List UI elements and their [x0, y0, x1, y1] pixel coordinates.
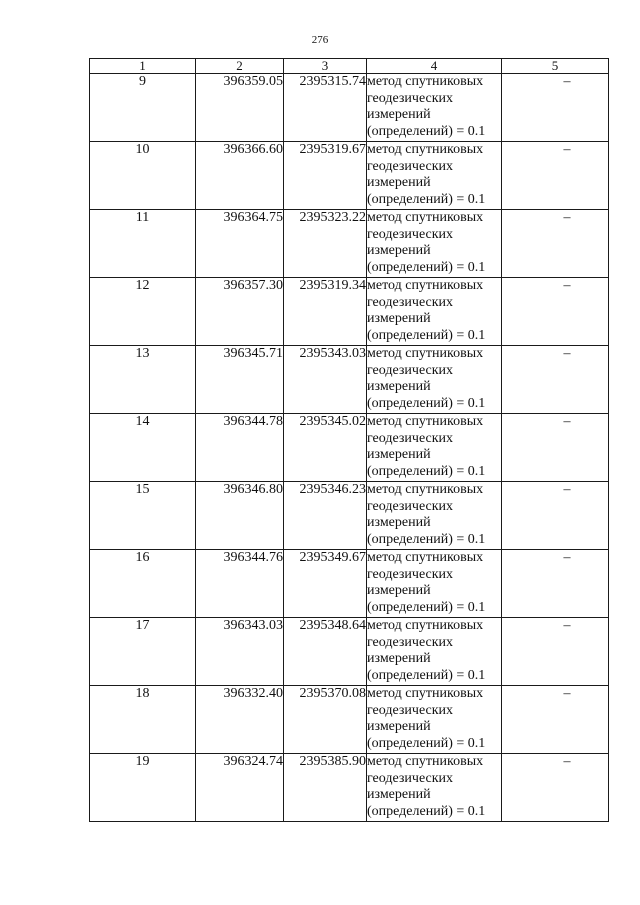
- method-line: метод спутниковых: [367, 686, 484, 701]
- point-number-cell: 13: [90, 346, 196, 414]
- coordinate-y-cell: 2395323.22: [284, 210, 367, 278]
- table-row: [90, 618, 609, 686]
- table-row: [90, 754, 609, 822]
- method-line: (определений) = 0.1: [367, 123, 486, 139]
- point-number-cell: 14: [90, 414, 196, 482]
- coordinate-y-cell: 2395370.08: [284, 686, 367, 754]
- method-line: (определений) = 0.1: [367, 599, 486, 615]
- point-number-cell: 18: [90, 686, 196, 754]
- method-line: измерений: [367, 107, 431, 122]
- method-line: измерений: [367, 787, 431, 802]
- method-line: измерений: [367, 175, 431, 190]
- method-line: измерений: [367, 651, 431, 666]
- coordinate-x-cell: 396324.74: [196, 754, 284, 822]
- table-row: [90, 210, 609, 278]
- method-line: геодезических: [367, 90, 454, 106]
- point-number-cell: 11: [90, 210, 196, 278]
- point-number-cell: 12: [90, 278, 196, 346]
- coordinate-y-cell: 2395343.03: [284, 346, 367, 414]
- method-line: (определений) = 0.1: [367, 395, 486, 411]
- method-line: измерений: [367, 583, 431, 598]
- table-row: [90, 686, 609, 754]
- method-cell: [367, 754, 502, 822]
- method-line: (определений) = 0.1: [367, 191, 486, 207]
- page-number: 276: [311, 34, 329, 46]
- note-cell: [502, 346, 609, 414]
- note-cell: [502, 278, 609, 346]
- method-cell: [367, 414, 502, 482]
- coordinate-y-cell: 2395349.67: [284, 550, 367, 618]
- method-cell: [367, 482, 502, 550]
- method-cell: [367, 142, 502, 210]
- coordinate-x-cell: 396346.80: [196, 482, 284, 550]
- method-line: (определений) = 0.1: [367, 259, 486, 275]
- table-row: [90, 414, 609, 482]
- method-line: измерений: [367, 515, 431, 530]
- column-header: 4: [367, 59, 502, 74]
- note-dash: –: [563, 210, 571, 225]
- method-line: геодезических: [367, 498, 454, 514]
- method-line: метод спутниковых: [367, 278, 484, 293]
- column-header: 2: [196, 59, 284, 74]
- coordinate-y-cell: 2395346.23: [284, 482, 367, 550]
- column-header: 5: [502, 59, 609, 74]
- method-line: (определений) = 0.1: [367, 803, 486, 819]
- coordinates-table: [89, 58, 609, 822]
- table-header-row: [90, 59, 609, 74]
- note-dash: –: [563, 686, 571, 701]
- note-dash: –: [563, 278, 571, 293]
- method-line: метод спутниковых: [367, 210, 484, 225]
- method-line: метод спутниковых: [367, 618, 484, 633]
- method-line: геодезических: [367, 294, 454, 310]
- coordinate-y-cell: 2395315.74: [284, 74, 367, 142]
- method-line: геодезических: [367, 430, 454, 446]
- coordinate-x-cell: 396344.78: [196, 414, 284, 482]
- coordinate-y-cell: 2395319.67: [284, 142, 367, 210]
- method-cell: [367, 550, 502, 618]
- method-line: метод спутниковых: [367, 754, 484, 769]
- coordinate-x-cell: 396366.60: [196, 142, 284, 210]
- note-dash: –: [563, 142, 571, 157]
- method-line: метод спутниковых: [367, 142, 484, 157]
- method-line: измерений: [367, 311, 431, 326]
- method-line: геодезических: [367, 634, 454, 650]
- note-cell: [502, 482, 609, 550]
- point-number-cell: 9: [90, 74, 196, 142]
- method-cell: [367, 618, 502, 686]
- table-body: [90, 74, 609, 822]
- method-line: измерений: [367, 447, 431, 462]
- note-cell: [502, 74, 609, 142]
- method-line: (определений) = 0.1: [367, 327, 486, 343]
- method-cell: [367, 346, 502, 414]
- method-line: метод спутниковых: [367, 74, 484, 89]
- method-line: (определений) = 0.1: [367, 667, 486, 683]
- coordinate-y-cell: 2395345.02: [284, 414, 367, 482]
- note-cell: [502, 686, 609, 754]
- table-row: [90, 346, 609, 414]
- method-line: геодезических: [367, 702, 454, 718]
- column-header: 1: [90, 59, 196, 74]
- coordinate-y-cell: 2395348.64: [284, 618, 367, 686]
- method-cell: [367, 686, 502, 754]
- method-cell: [367, 210, 502, 278]
- method-line: (определений) = 0.1: [367, 735, 486, 751]
- method-line: (определений) = 0.1: [367, 531, 486, 547]
- note-cell: [502, 618, 609, 686]
- method-line: метод спутниковых: [367, 346, 484, 361]
- coordinate-x-cell: 396332.40: [196, 686, 284, 754]
- method-line: геодезических: [367, 362, 454, 378]
- table-row: [90, 482, 609, 550]
- note-dash: –: [563, 414, 571, 429]
- coordinate-x-cell: 396357.30: [196, 278, 284, 346]
- column-header: 3: [284, 59, 367, 74]
- coordinate-y-cell: 2395385.90: [284, 754, 367, 822]
- point-number-cell: 16: [90, 550, 196, 618]
- coordinate-x-cell: 396345.71: [196, 346, 284, 414]
- table-row: [90, 74, 609, 142]
- method-line: измерений: [367, 719, 431, 734]
- table-row: [90, 142, 609, 210]
- method-line: геодезических: [367, 566, 454, 582]
- coordinate-x-cell: 396344.76: [196, 550, 284, 618]
- note-dash: –: [563, 550, 571, 565]
- coordinate-x-cell: 396364.75: [196, 210, 284, 278]
- coordinate-y-cell: 2395319.34: [284, 278, 367, 346]
- point-number-cell: 17: [90, 618, 196, 686]
- method-line: метод спутниковых: [367, 550, 484, 565]
- table-row: [90, 278, 609, 346]
- coordinate-x-cell: 396359.05: [196, 74, 284, 142]
- note-dash: –: [563, 618, 571, 633]
- note-dash: –: [563, 754, 571, 769]
- method-line: метод спутниковых: [367, 414, 484, 429]
- method-line: геодезических: [367, 770, 454, 786]
- note-cell: [502, 142, 609, 210]
- point-number-cell: 15: [90, 482, 196, 550]
- note-dash: –: [563, 482, 571, 497]
- point-number-cell: 19: [90, 754, 196, 822]
- coordinate-x-cell: 396343.03: [196, 618, 284, 686]
- note-dash: –: [563, 74, 571, 89]
- method-line: измерений: [367, 379, 431, 394]
- method-line: метод спутниковых: [367, 482, 484, 497]
- method-cell: [367, 278, 502, 346]
- method-line: геодезических: [367, 158, 454, 174]
- method-cell: [367, 74, 502, 142]
- table-row: [90, 550, 609, 618]
- method-line: (определений) = 0.1: [367, 463, 486, 479]
- method-line: геодезических: [367, 226, 454, 242]
- note-cell: [502, 414, 609, 482]
- note-cell: [502, 550, 609, 618]
- method-line: измерений: [367, 243, 431, 258]
- note-dash: –: [563, 346, 571, 361]
- point-number-cell: 10: [90, 142, 196, 210]
- note-cell: [502, 210, 609, 278]
- note-cell: [502, 754, 609, 822]
